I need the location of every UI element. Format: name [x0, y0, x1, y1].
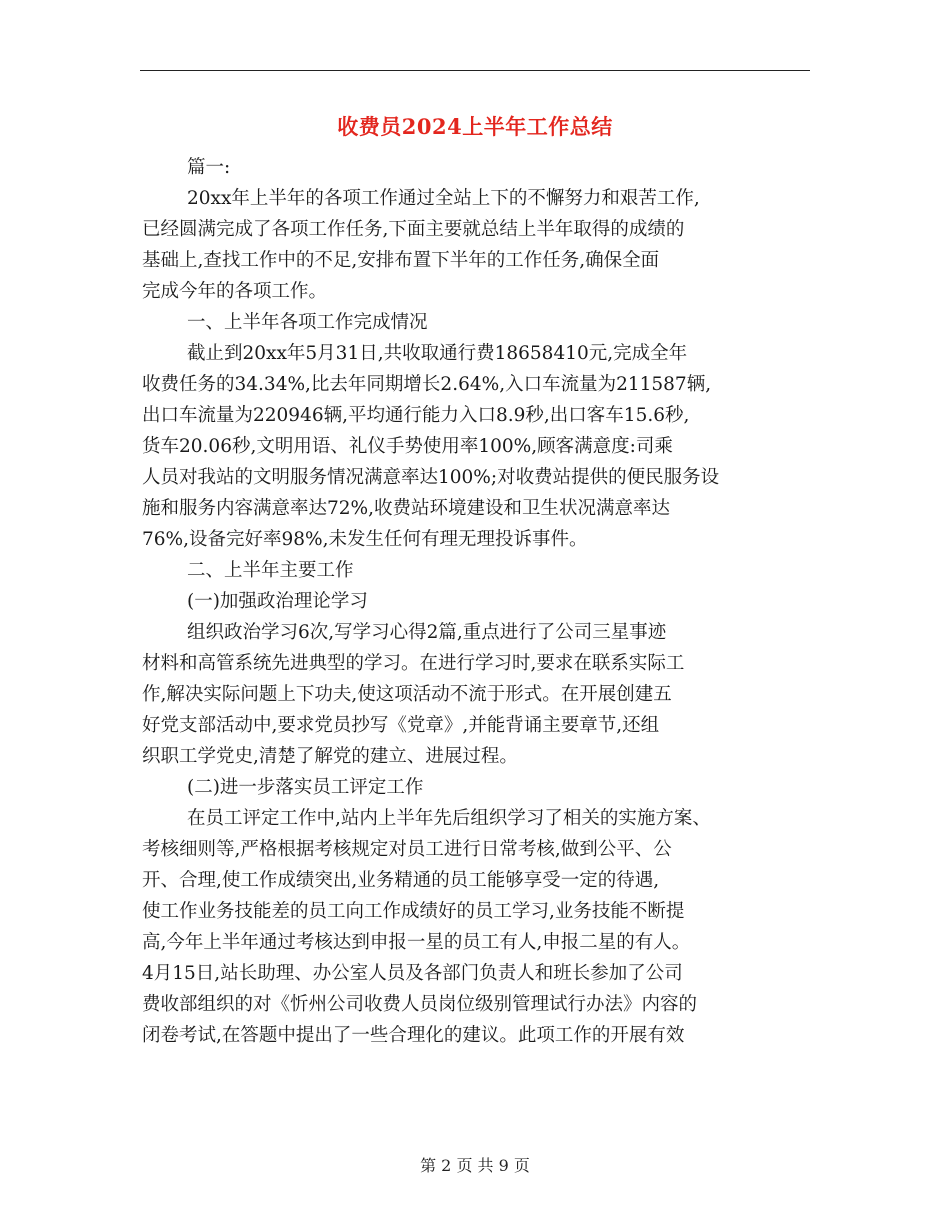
text-line: 货车20.06秒,文明用语、礼仪手势使用率100%,顾客满意度:司乘 [142, 436, 673, 457]
header-rule [140, 70, 810, 71]
text-line: 高,今年上半年通过考核达到申报一星的员工有人,申报二星的有人。 [142, 932, 691, 953]
page-number: 第 2 页 共 9 页 [420, 1156, 530, 1175]
text-line: 作,解决实际问题上下功夫,使这项活动不流于形式。在开展创建五 [142, 684, 672, 705]
document-body [142, 152, 842, 1051]
text-line: 施和服务内容满意率达72%,收费站环境建设和卫生状况满意率达 [142, 498, 671, 519]
text-line: 组织政治学习6次,写学习心得2篇,重点进行了公司三星事迹 [187, 622, 667, 643]
text-line: 4月15日,站长助理、办公室人员及各部门负责人和班长参加了公司 [142, 963, 683, 984]
text-line: 已经圆满完成了各项工作任务,下面主要就总结上半年取得的成绩的 [142, 219, 685, 240]
text-line: 20xx年上半年的各项工作通过全站上下的不懈努力和艰苦工作, [187, 188, 700, 209]
text-line: (一)加强政治理论学习 [187, 591, 368, 612]
text-line: 基础上,查找工作中的不足,安排布置下半年的工作任务,确保全面 [142, 250, 660, 271]
text-line: 闭卷考试,在答题中提出了一些合理化的建议。此项工作的开展有效 [142, 1025, 685, 1046]
text-line: 考核细则等,严格根据考核规定对员工进行日常考核,做到公平、公 [142, 839, 672, 860]
text-line: 二、上半年主要工作 [187, 560, 354, 581]
text-line: 织职工学党史,清楚了解党的建立、进展过程。 [142, 746, 518, 767]
text-line: 好党支部活动中,要求党员抄写《党章》,并能背诵主要章节,还组 [142, 715, 660, 736]
text-line: 完成今年的各项工作。 [142, 281, 328, 302]
text-line: 76%,设备完好率98%,未发生任何有理无理投诉事件。 [142, 529, 588, 550]
text-line: 出口车流量为220946辆,平均通行能力入口8.9秒,出口客车15.6秒, [142, 405, 690, 426]
text-line: 在员工评定工作中,站内上半年先后组织学习了相关的实施方案、 [187, 808, 711, 829]
text-line: 材料和高管系统先进典型的学习。在进行学习时,要求在联系实际工 [142, 653, 685, 674]
text-line: 费收部组织的对《忻州公司收费人员岗位级别管理试行办法》内容的 [142, 994, 698, 1015]
text-line: 开、合理,使工作成绩突出,业务精通的员工能够享受一定的待遇, [142, 870, 660, 891]
text-line: 人员对我站的文明服务情况满意率达100%;对收费站提供的便民服务设 [142, 467, 720, 488]
document-title: 收费员2024上半年工作总结 [337, 114, 613, 139]
text-line: 一、上半年各项工作完成情况 [187, 312, 428, 333]
text-line: 使工作业务技能差的员工向工作成绩好的员工学习,业务技能不断提 [142, 901, 685, 922]
text-line: 篇一: [187, 157, 231, 178]
text-line: 截止到20xx年5月31日,共收取通行费18658410元,完成全年 [187, 343, 688, 364]
text-line: 收费任务的34.34%,比去年同期增长2.64%,入口车流量为211587辆, [142, 374, 712, 395]
text-line: (二)进一步落实员工评定工作 [187, 777, 424, 798]
